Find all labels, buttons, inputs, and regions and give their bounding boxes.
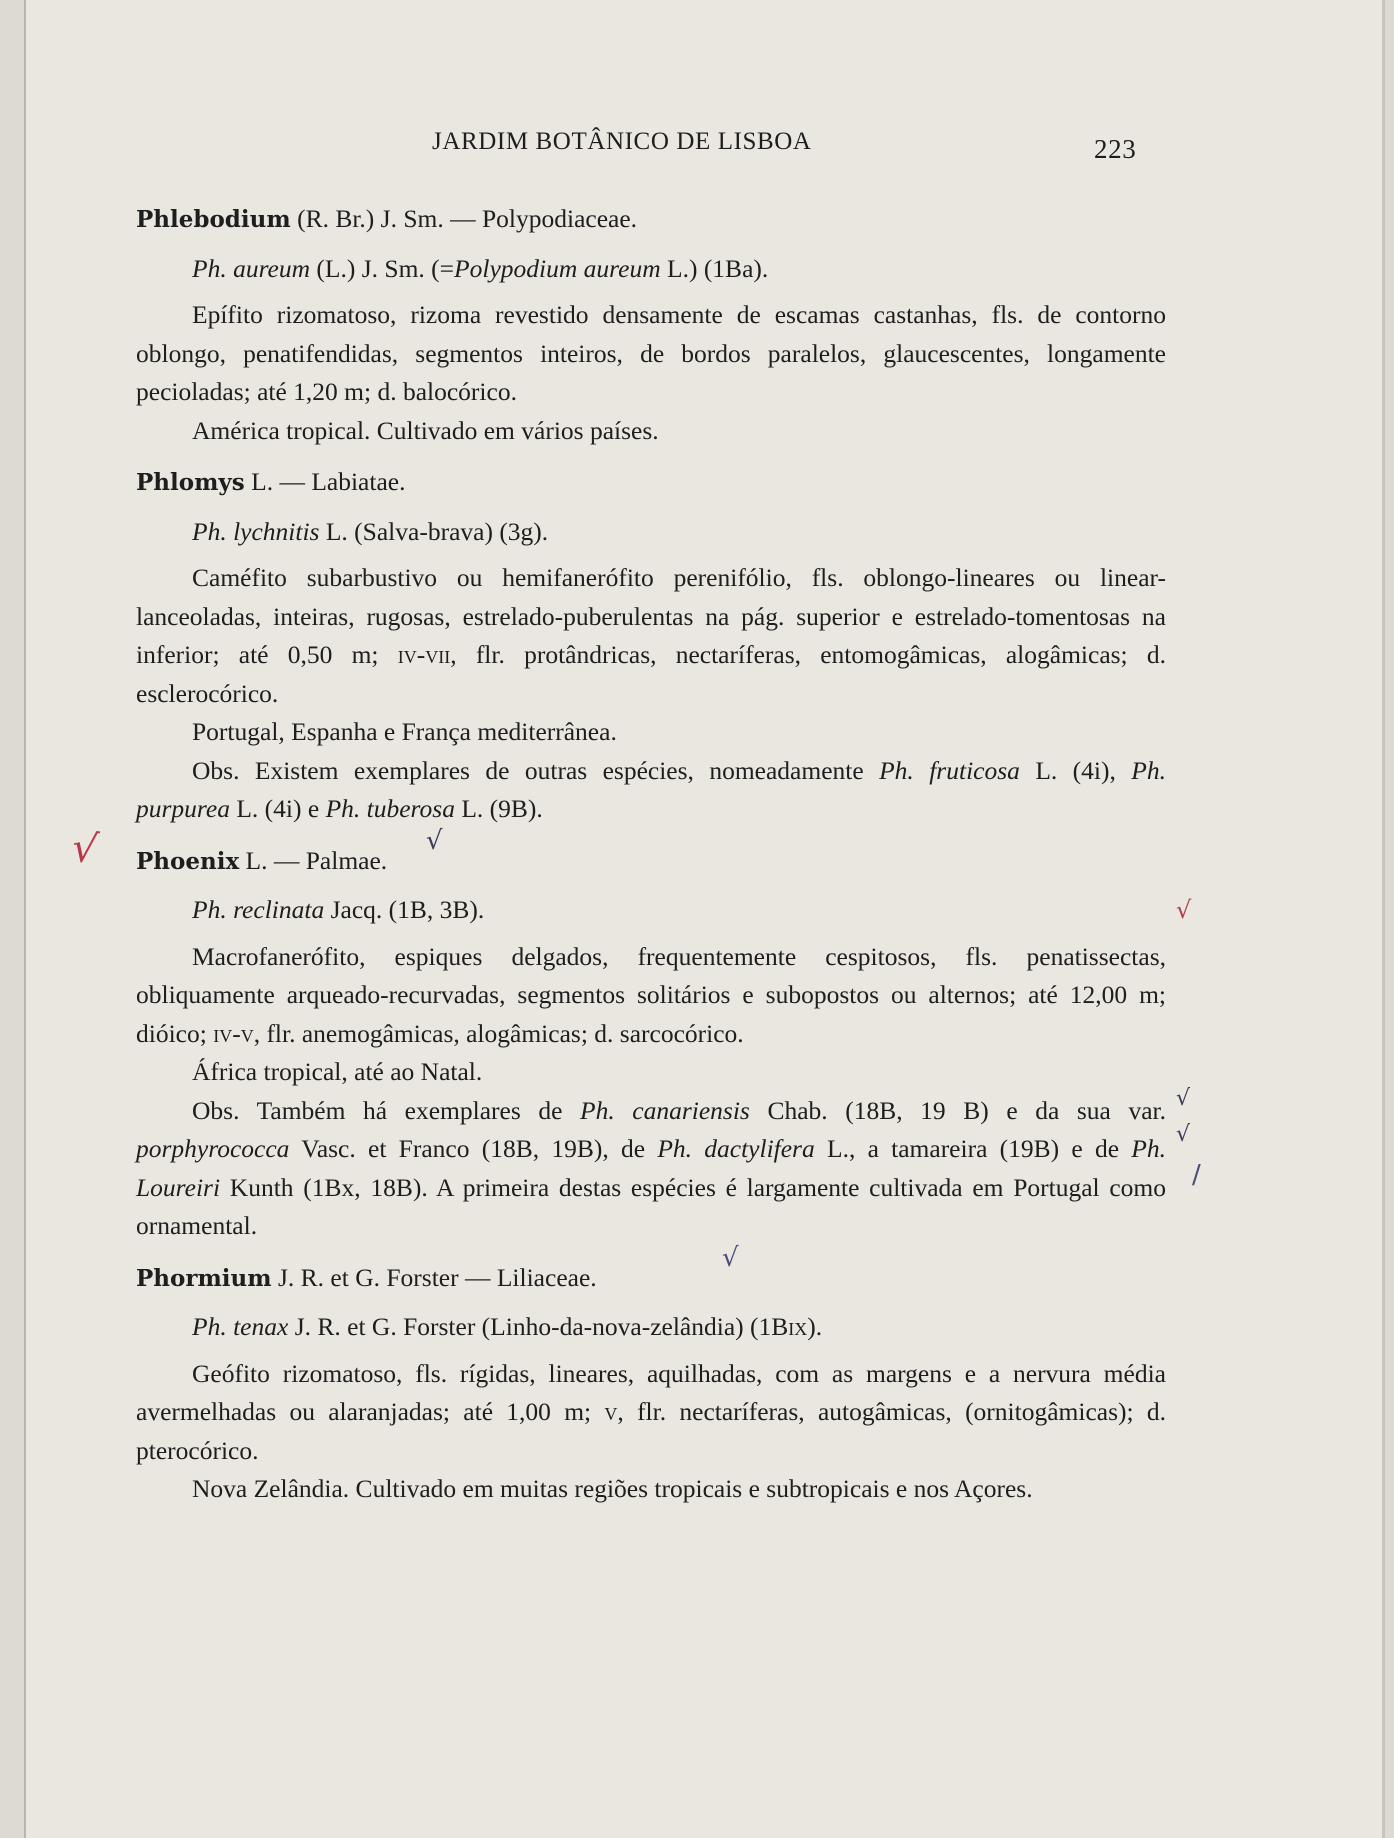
description-paragraph: Epífito rizomatoso, rizoma revestido densamente de escamas castanhas, fls. de contorno oblongo, penatifendidas, segmentos inteiros, de bordos paralelos, glaucescentes, longamente pecioladas; até 1,20 m; d. balocórico. — [136, 300, 1166, 406]
species-heading-reclinata: Ph. reclinata Jacq. (1B, 3B). √ — [136, 891, 1166, 930]
species-heading-aureum: Ph. aureum (L.) J. Sm. (=Polypodium aureum L.) (1Ba). — [192, 253, 769, 283]
species-name: Ph. reclinata — [192, 895, 325, 924]
check-mark-icon: √ — [1176, 1121, 1191, 1147]
observation-paragraph: Obs. Também há exemplares de Ph. canariensis Chab. (18B, 19 B) e da sua var. porphyrococca Vasc. et Franco (18B, 19B), de Ph. dactylifera L., a tamareira (19B) e de Ph. Loureiri Kunth (1Bx, 18B). A primeira destas espécies é largamente cultivada em Portugal como ornamental. √ √ / — [136, 1092, 1166, 1246]
observation-paragraph: Obs. Existem exemplares de outras espécies, nomeadamente Ph. fruticosa L. (4i), Ph. purpurea L. (4i) e Ph. tuberosa L. (9B). — [136, 755, 1166, 823]
genus-name: Phlomys — [136, 469, 245, 496]
pen-mark-icon: / — [1192, 1159, 1201, 1190]
check-mark-icon: √ — [68, 823, 101, 874]
page-content — [68, 200, 1201, 1509]
check-mark-icon: √ — [426, 825, 443, 856]
genus-heading-phlomys: Phlomys L. — Labiatae. — [136, 467, 406, 496]
species-name: Ph. aureum — [192, 253, 311, 283]
genus-heading-phlebodium: Phlebodium (R. Br.) J. Sm. — Polypodiaceae. — [136, 204, 638, 233]
genus-name: Phlebodium — [136, 206, 291, 233]
species-name: Ph. tenax — [192, 1312, 289, 1341]
distribution-paragraph: América tropical. Cultivado em vários países. — [192, 415, 659, 445]
check-mark-icon: √ — [1176, 1085, 1191, 1111]
distribution-paragraph: África tropical, até ao Natal. — [192, 1057, 483, 1086]
description-paragraph: Macrofanerófito, espiques delgados, frequentemente cespitosos, fls. penatissectas, obliquamente arqueado-recurvadas, segmentos solitários e subopostos ou alternos; até 12,00 m; dióico; iv-v, flr. anemogâmicas, alogâmicas; d. sarcocórico. — [136, 941, 1166, 1048]
description-paragraph: Caméfito subarbustivo ou hemifanerófito perenifólio, fls. oblongo-lineares ou linear-lanceoladas, inteiras, rugosas, estrelado-puberulentas na pág. superior e estrelado-tomentosas na inferior; até 0,50 m; iv-vii, flr. protândricas, nectaríferas, entomogâmicas, alogâmicas; d. esclerocórico. — [136, 563, 1166, 708]
species-name: Ph. lychnitis — [192, 516, 320, 546]
genus-heading-phoenix: √ Phoenix L. — Palmae. √ — [136, 842, 1166, 882]
species-heading-tenax: Ph. tenax J. R. et G. Forster (Linho-da-nova-zelândia) (1Bix). — [192, 1312, 823, 1341]
distribution-paragraph: Nova Zelândia. Cultivado em muitas regiões tropicais e subtropicais e nos Açores. — [192, 1474, 1033, 1503]
distribution-paragraph: Portugal, Espanha e França mediterrânea. — [192, 717, 617, 746]
header-title: JARDIM BOTÂNICO DE LISBOA — [432, 128, 812, 155]
species-heading-lychnitis: Ph. lychnitis L. (Salva-brava) (3g). — [192, 516, 549, 546]
genus-name: Phoenix — [136, 847, 240, 875]
description-paragraph: Geófito rizomatoso, fls. rígidas, lineares, aquilhadas, com as margens e a nervura média avermelhadas ou alaranjadas; até 1,00 m; v, flr. nectaríferas, autogâmicas, (ornitogâmicas); d. pterocórico. — [136, 1358, 1166, 1465]
genus-heading-phormium: Phormium J. R. et G. Forster — Liliaceae. √ — [136, 1259, 1166, 1299]
genus-name: Phormium — [136, 1264, 272, 1292]
book-page — [24, 0, 1385, 1838]
page-number: 223 — [1094, 134, 1137, 164]
check-mark-icon: √ — [722, 1242, 739, 1273]
check-mark-icon: √ — [1176, 896, 1192, 924]
